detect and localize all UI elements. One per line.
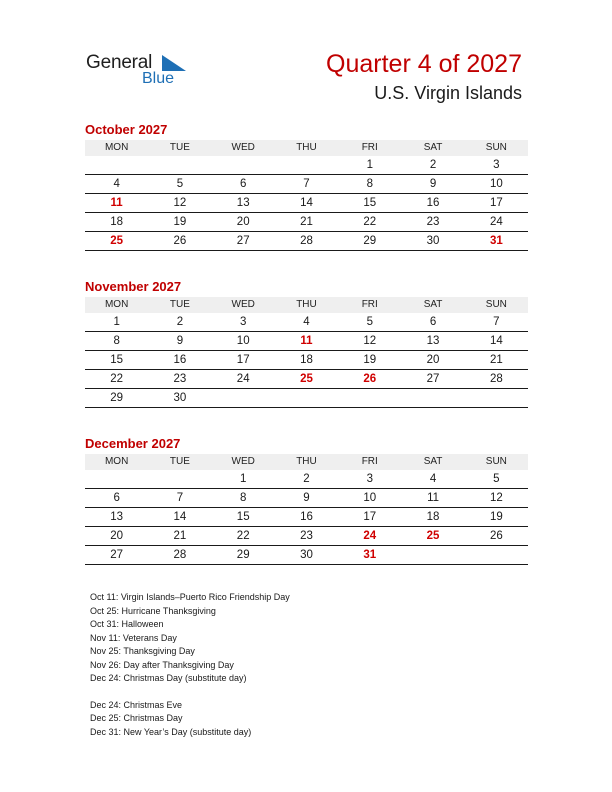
day-cell: 21 [465, 351, 528, 370]
empty-day-cell [212, 156, 275, 175]
day-cell: 30 [401, 232, 464, 251]
day-cell: 27 [85, 546, 148, 565]
day-cell: 14 [465, 332, 528, 351]
day-cell: 1 [85, 313, 148, 332]
month-october [85, 122, 528, 251]
holiday-note: Dec 24: Christmas Day (substitute day) [90, 673, 247, 683]
day-cell: 10 [212, 332, 275, 351]
day-cell: 15 [212, 508, 275, 527]
day-cell: 7 [275, 175, 338, 194]
holiday-note: Oct 25: Hurricane Thanksgiving [90, 605, 216, 616]
holiday-note: Dec 25: Christmas Day [90, 713, 183, 723]
week-row [85, 194, 528, 213]
weekday-header: THU [275, 297, 338, 313]
day-cell: 28 [465, 370, 528, 389]
day-cell: 12 [148, 194, 211, 213]
day-cell: 18 [275, 351, 338, 370]
day-cell: 23 [148, 370, 211, 389]
day-cell: 12 [465, 489, 528, 508]
day-cell: 15 [338, 194, 401, 213]
day-cell: 23 [275, 527, 338, 546]
weekday-header: THU [275, 140, 338, 156]
region-subtitle: U.S. Virgin Islands [374, 83, 522, 103]
day-cell: 14 [148, 508, 211, 527]
holiday-note: Nov 11: Veterans Day [90, 632, 177, 643]
day-cell: 12 [338, 332, 401, 351]
holiday-notes [90, 591, 290, 739]
week-row [85, 332, 528, 351]
day-cell: 9 [275, 489, 338, 508]
holiday-notes-group-1 [90, 591, 290, 686]
weekday-header: FRI [338, 297, 401, 313]
weekday-header: THU [275, 454, 338, 470]
day-cell: 19 [465, 508, 528, 527]
day-cell: 31 [338, 546, 401, 565]
weekday-header: MON [85, 454, 148, 470]
empty-day-cell [338, 389, 401, 408]
day-cell: 25 [85, 232, 148, 251]
day-cell: 13 [85, 508, 148, 527]
day-cell: 2 [401, 156, 464, 175]
day-cell: 27 [212, 232, 275, 251]
day-cell: 28 [148, 546, 211, 565]
day-cell: 17 [212, 351, 275, 370]
day-cell: 30 [148, 389, 211, 408]
day-cell: 17 [338, 508, 401, 527]
day-cell: 13 [401, 332, 464, 351]
week-row [85, 175, 528, 194]
empty-day-cell [465, 546, 528, 565]
empty-day-cell [212, 389, 275, 408]
day-cell: 29 [338, 232, 401, 251]
day-cell: 10 [465, 175, 528, 194]
empty-day-cell [275, 156, 338, 175]
day-cell: 1 [212, 470, 275, 489]
day-cell: 25 [401, 527, 464, 546]
day-cell: 24 [338, 527, 401, 546]
day-cell: 11 [85, 194, 148, 213]
generalblue-logo [86, 52, 196, 92]
weekday-header: FRI [338, 454, 401, 470]
day-cell: 3 [338, 470, 401, 489]
logo-triangle-icon [162, 55, 186, 71]
day-cell: 21 [148, 527, 211, 546]
empty-day-cell [85, 470, 148, 489]
weekday-header: SAT [401, 297, 464, 313]
weekday-header: WED [212, 297, 275, 313]
holiday-notes-group-2 [90, 699, 290, 740]
month-december [85, 436, 528, 565]
weekday-header: WED [212, 454, 275, 470]
day-cell: 20 [212, 213, 275, 232]
day-cell: 8 [212, 489, 275, 508]
day-cell: 3 [212, 313, 275, 332]
day-cell: 4 [401, 470, 464, 489]
weekday-header: SUN [465, 297, 528, 313]
day-cell: 6 [212, 175, 275, 194]
day-cell: 29 [85, 389, 148, 408]
day-cell: 18 [85, 213, 148, 232]
weekday-header: WED [212, 140, 275, 156]
month-title: November 2027 [85, 279, 182, 294]
day-cell: 9 [148, 332, 211, 351]
day-cell: 19 [338, 351, 401, 370]
holiday-note: Oct 11: Virgin Islands–Puerto Rico Friendship Day [90, 592, 290, 602]
weekday-header: TUE [148, 140, 211, 156]
day-cell: 13 [212, 194, 275, 213]
day-cell: 8 [338, 175, 401, 194]
month-november [85, 279, 528, 408]
day-cell: 28 [275, 232, 338, 251]
day-cell: 22 [85, 370, 148, 389]
holiday-note: Oct 31: Halloween [90, 619, 164, 629]
weekday-header: SAT [401, 454, 464, 470]
day-cell: 19 [148, 213, 211, 232]
empty-day-cell [148, 470, 211, 489]
day-cell: 20 [85, 527, 148, 546]
holiday-note: Nov 26: Day after Thanksgiving Day [90, 659, 234, 670]
day-cell: 26 [465, 527, 528, 546]
day-cell: 16 [275, 508, 338, 527]
day-cell: 7 [148, 489, 211, 508]
day-cell: 3 [465, 156, 528, 175]
day-cell: 1 [338, 156, 401, 175]
day-cell: 11 [401, 489, 464, 508]
week-row [85, 489, 528, 508]
week-row [85, 370, 528, 389]
weekday-header: MON [85, 140, 148, 156]
day-cell: 11 [275, 332, 338, 351]
holiday-note: Nov 25: Thanksgiving Day [90, 646, 195, 656]
weekday-header: MON [85, 297, 148, 313]
day-cell: 6 [85, 489, 148, 508]
weekday-header: FRI [338, 140, 401, 156]
empty-day-cell [85, 156, 148, 175]
day-cell: 5 [338, 313, 401, 332]
day-cell: 4 [85, 175, 148, 194]
day-cell: 16 [148, 351, 211, 370]
month-title: October 2027 [85, 122, 168, 137]
day-cell: 30 [275, 546, 338, 565]
empty-day-cell [148, 156, 211, 175]
empty-day-cell [465, 389, 528, 408]
week-row [85, 389, 528, 408]
day-cell: 17 [465, 194, 528, 213]
weekday-header: SAT [401, 140, 464, 156]
day-cell: 25 [275, 370, 338, 389]
empty-day-cell [401, 389, 464, 408]
holiday-note: Dec 24: Christmas Eve [90, 699, 183, 710]
day-cell: 22 [338, 213, 401, 232]
day-cell: 26 [338, 370, 401, 389]
day-cell: 15 [85, 351, 148, 370]
calendar-grid [85, 454, 528, 565]
week-row [85, 508, 528, 527]
day-cell: 2 [148, 313, 211, 332]
day-cell: 18 [401, 508, 464, 527]
day-cell: 20 [401, 351, 464, 370]
day-cell: 5 [465, 470, 528, 489]
weekday-header: SUN [465, 454, 528, 470]
day-cell: 14 [275, 194, 338, 213]
day-cell: 29 [212, 546, 275, 565]
day-cell: 24 [465, 213, 528, 232]
day-cell: 6 [401, 313, 464, 332]
week-row [85, 156, 528, 175]
week-row [85, 313, 528, 332]
day-cell: 16 [401, 194, 464, 213]
weekday-header: TUE [148, 297, 211, 313]
day-cell: 8 [85, 332, 148, 351]
week-row [85, 470, 528, 489]
day-cell: 31 [465, 232, 528, 251]
month-title: December 2027 [85, 436, 181, 451]
holiday-note: Dec 31: New Year’s Day (substitute day) [90, 726, 252, 737]
day-cell: 27 [401, 370, 464, 389]
page-title: Quarter 4 of 2027 [326, 50, 522, 78]
logo-word-blue: Blue [142, 70, 175, 87]
day-cell: 5 [148, 175, 211, 194]
week-row [85, 213, 528, 232]
day-cell: 22 [212, 527, 275, 546]
weekday-header: SUN [465, 140, 528, 156]
calendar-grid [85, 297, 528, 408]
calendar-grid [85, 140, 528, 251]
day-cell: 2 [275, 470, 338, 489]
day-cell: 23 [401, 213, 464, 232]
weekday-header: TUE [148, 454, 211, 470]
week-row [85, 527, 528, 546]
day-cell: 7 [465, 313, 528, 332]
empty-day-cell [275, 389, 338, 408]
week-row [85, 546, 528, 565]
day-cell: 9 [401, 175, 464, 194]
empty-day-cell [401, 546, 464, 565]
day-cell: 4 [275, 313, 338, 332]
week-row [85, 232, 528, 251]
week-row [85, 351, 528, 370]
logo-word-general: General [86, 52, 153, 73]
day-cell: 10 [338, 489, 401, 508]
day-cell: 26 [148, 232, 211, 251]
day-cell: 21 [275, 213, 338, 232]
day-cell: 24 [212, 370, 275, 389]
